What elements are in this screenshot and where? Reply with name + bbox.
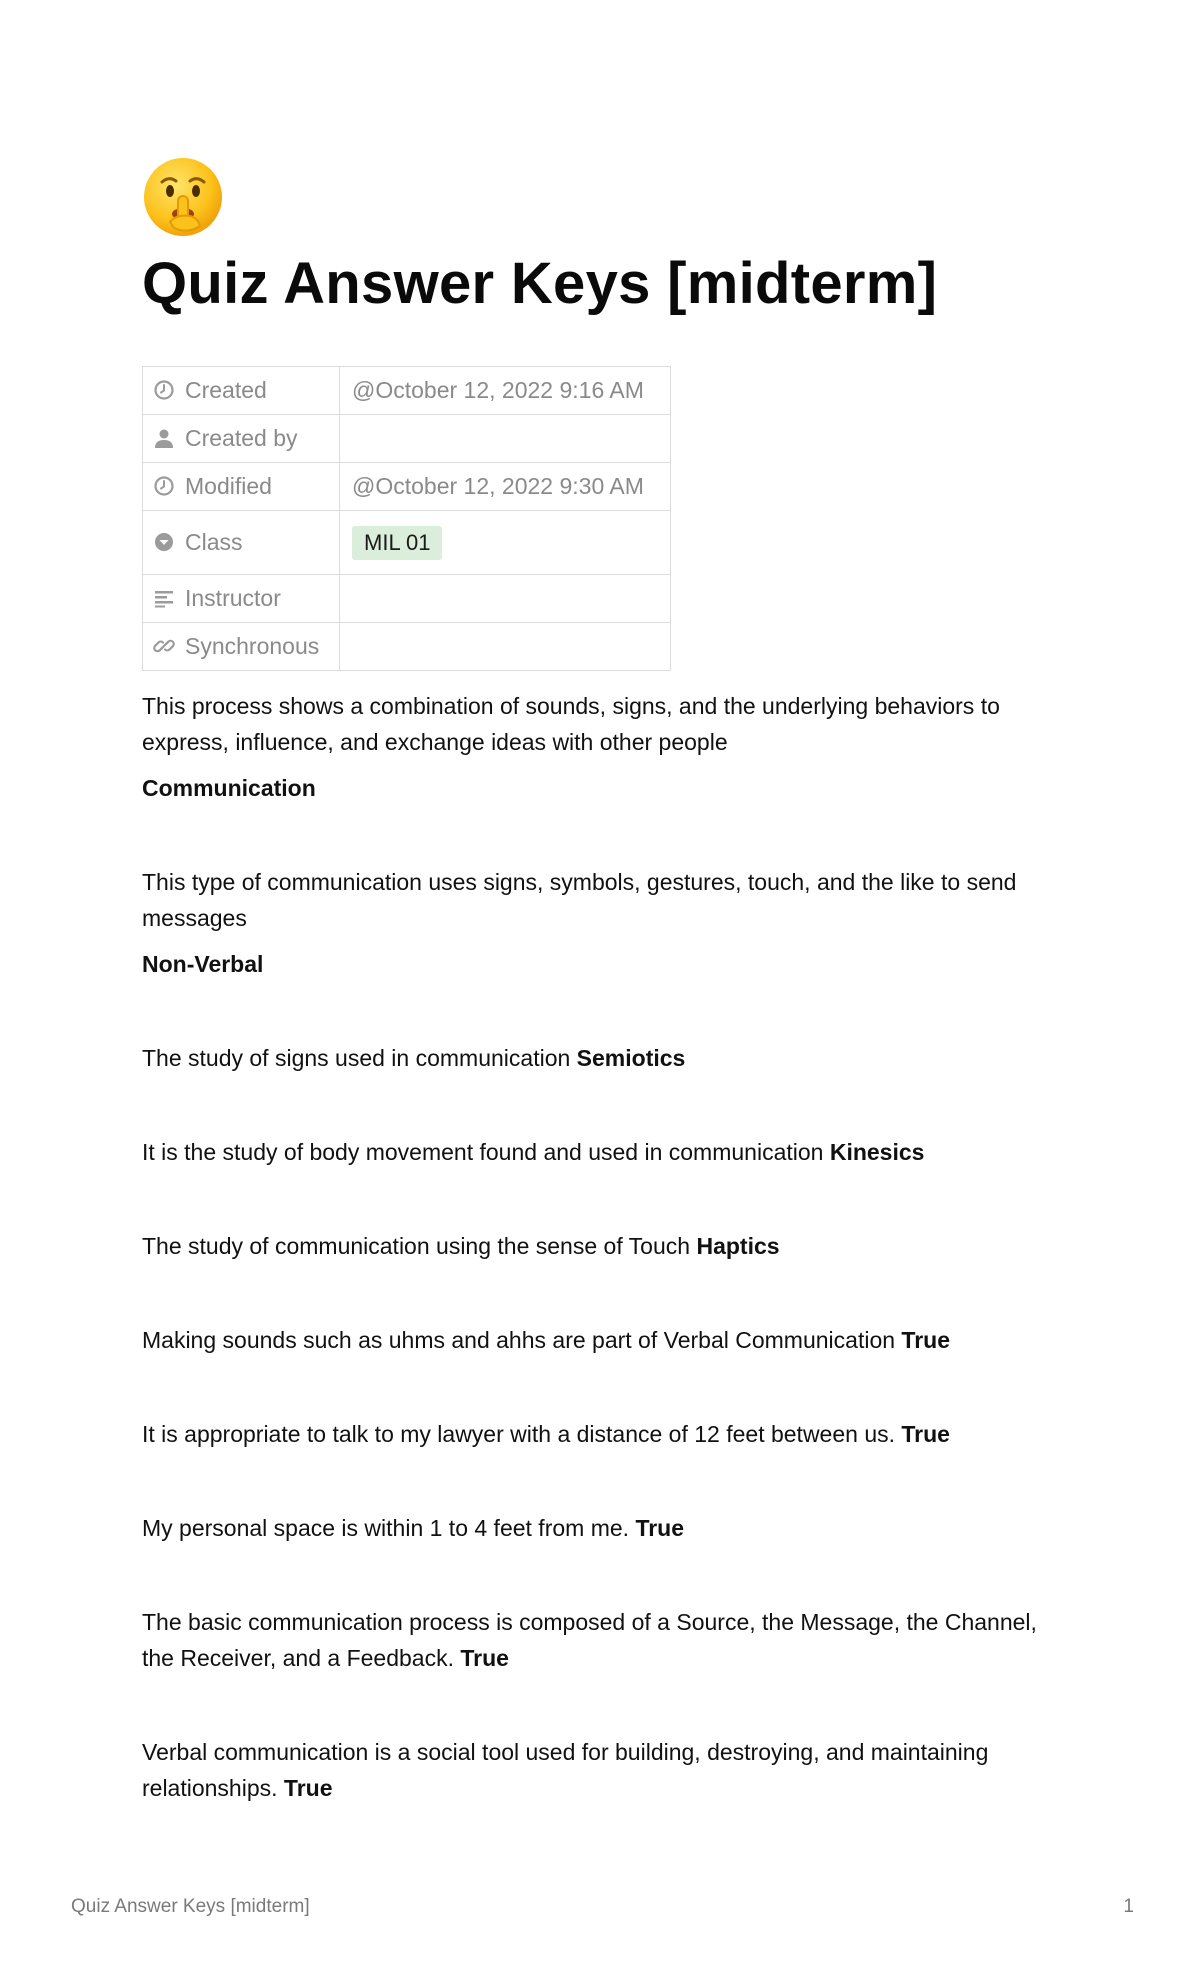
question-text: Verbal communication is a social tool used for building, destroying, and maintaining relationships. bbox=[142, 1739, 989, 1801]
footer-doc-title: Quiz Answer Keys [midterm] bbox=[71, 1896, 310, 1917]
question-item bbox=[142, 1322, 1072, 1358]
answer-text: Semiotics bbox=[576, 1045, 686, 1071]
property-value[interactable]: @October 12, 2022 9:16 AM bbox=[340, 367, 671, 415]
answer-text: True bbox=[901, 1327, 950, 1353]
question-item bbox=[142, 1134, 1072, 1170]
question-item bbox=[142, 1416, 1072, 1452]
property-label: Modified bbox=[185, 473, 272, 499]
class-tag[interactable]: MIL 01 bbox=[352, 526, 442, 560]
property-row-synchronous bbox=[143, 623, 671, 671]
question-text: It is the study of body movement found and used in communication bbox=[142, 1139, 830, 1165]
document-content bbox=[142, 688, 1072, 1806]
question-text: It is appropriate to talk to my lawyer with a distance of 12 feet between us. bbox=[142, 1421, 902, 1447]
property-row-created-by bbox=[143, 415, 671, 463]
page-title: Quiz Answer Keys [midterm] bbox=[142, 251, 938, 316]
shushing-face-emoji-icon bbox=[142, 156, 224, 238]
property-value[interactable] bbox=[340, 575, 671, 623]
property-label: Synchronous bbox=[185, 633, 320, 659]
question-text: This process shows a combination of sounds, signs, and the underlying behaviors to express, influence, and exchange ideas with other people bbox=[142, 693, 1000, 755]
clock-icon bbox=[153, 475, 175, 497]
answer-text: True bbox=[901, 1421, 950, 1447]
answer-text: Haptics bbox=[696, 1233, 780, 1259]
property-label: Created bbox=[185, 377, 267, 403]
footer-page-number: 1 bbox=[1123, 1896, 1134, 1917]
text-icon bbox=[153, 587, 175, 609]
property-label: Class bbox=[185, 529, 243, 555]
question-text: The study of communication using the sense of Touch bbox=[142, 1233, 697, 1259]
property-value[interactable]: @October 12, 2022 9:30 AM bbox=[340, 463, 671, 511]
property-row-created bbox=[143, 367, 671, 415]
question-text: The study of signs used in communication bbox=[142, 1045, 577, 1071]
property-value[interactable] bbox=[340, 623, 671, 671]
question-item bbox=[142, 1734, 1072, 1806]
answer-text: True bbox=[283, 1775, 333, 1801]
property-label: Instructor bbox=[185, 585, 281, 611]
question-item bbox=[142, 1604, 1072, 1676]
property-label: Created by bbox=[185, 425, 298, 451]
answer-text: Non-Verbal bbox=[142, 951, 264, 977]
clock-icon bbox=[153, 379, 175, 401]
link-icon bbox=[153, 635, 175, 657]
property-row-instructor bbox=[143, 575, 671, 623]
answer-text: Communication bbox=[142, 775, 316, 801]
properties-table bbox=[142, 366, 671, 671]
question-text: The basic communication process is composed of a Source, the Message, the Channel, the Receiver, and a Feedback. bbox=[142, 1609, 1037, 1671]
property-value[interactable] bbox=[340, 415, 671, 463]
question-text: This type of communication uses signs, symbols, gestures, touch, and the like to send messages bbox=[142, 869, 1017, 931]
property-row-class bbox=[143, 511, 671, 575]
question-item bbox=[142, 1040, 1072, 1076]
person-icon bbox=[153, 427, 175, 449]
answer-text: Kinesics bbox=[829, 1139, 925, 1165]
question-item bbox=[142, 1228, 1072, 1264]
question-item bbox=[142, 1510, 1072, 1546]
select-icon bbox=[153, 531, 175, 553]
question-text: Making sounds such as uhms and ahhs are part of Verbal Communication bbox=[142, 1327, 902, 1353]
answer-text: True bbox=[460, 1645, 509, 1671]
property-row-modified bbox=[143, 463, 671, 511]
question-text: My personal space is within 1 to 4 feet from me. bbox=[142, 1515, 636, 1541]
answer-text: True bbox=[635, 1515, 685, 1541]
